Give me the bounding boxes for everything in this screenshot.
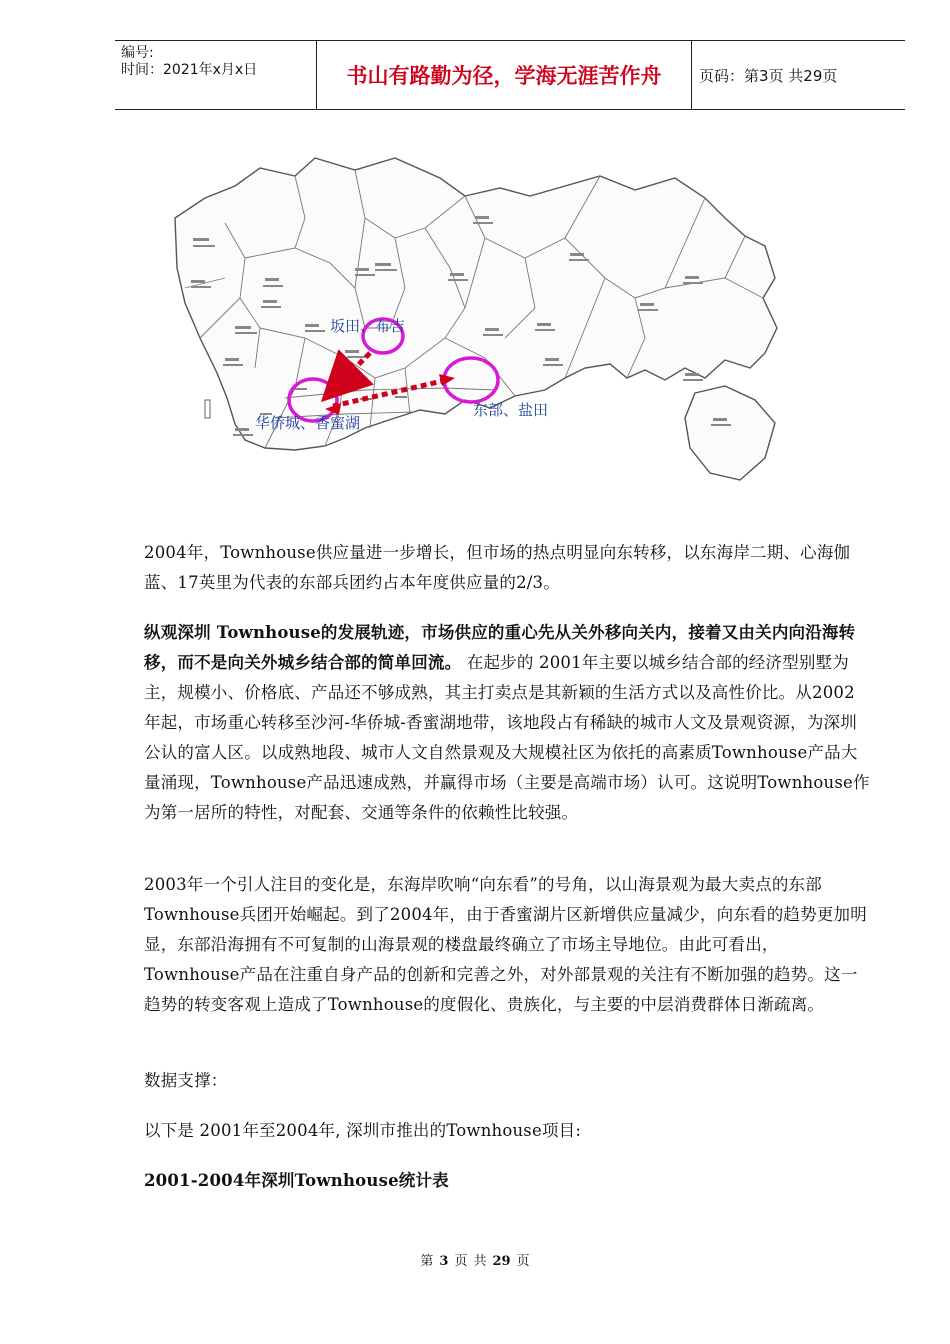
paragraph-development-trajectory bbox=[144, 618, 870, 828]
shenzhen-district-map bbox=[165, 128, 805, 520]
map-small-island bbox=[205, 400, 210, 418]
footer-total-pages: 29 bbox=[492, 1254, 511, 1269]
footer-ye: 页 bbox=[454, 1254, 468, 1269]
time-label: 时间：2021年x月x日 bbox=[121, 62, 258, 78]
map-label-huaqiaocheng: 华侨城、香蜜湖 bbox=[255, 414, 361, 432]
paragraph-data-support: 数据支撑： bbox=[144, 1071, 228, 1090]
footer-gong: 共 bbox=[473, 1254, 487, 1269]
footer-ye2: 页 bbox=[516, 1254, 530, 1269]
footer-page-number: 3 bbox=[439, 1254, 449, 1269]
paragraph-2003-change: 2003年一个引人注目的变化是，东海岸吹响“向东看”的号角，以山海景观为最大卖点的东部Townhouse兵团开始崛起。到了2004年，由于香蜜湖片区新增供应量减少，向东看的趋势更加明显，东部沿海拥有不可复制的山海景观的楼盘最终确立了市场主导地位。由此可看出，Townhouse产品在注重自身产品的创新和完善之外，对外部景观的关注有不断加强的趋势。这一趋势的转变客观上造成了Townhouse的度假化、贵族化，与主要的中层消费群体日渐疏离。 bbox=[144, 875, 867, 1014]
map-label-east: 东部、盐田 bbox=[473, 401, 549, 419]
page-footer bbox=[0, 1250, 950, 1269]
footer-di: 第 bbox=[420, 1254, 434, 1269]
paragraph-2004-supply: 2004年，Townhouse供应量进一步增长，但市场的热点明显向东转移，以东海岸二期、心海伽蓝、17英里为代表的东部兵团约占本年度供应量的2/3。 bbox=[144, 543, 851, 592]
header-motto: 书山有路勤为径，学海无涯苦作舟 bbox=[316, 41, 692, 109]
paragraph-bold-lead: 纵观深圳 Townhouse的发展轨迹，市场供应的重心先从关外移向关内，接着又由关内向沿海转移，而不是向关外城乡结合部的简单回流。 bbox=[144, 623, 856, 672]
paragraph-body: 在起步的 2001年主要以城乡结合部的经济型别墅为主，规模小、价格底、产品还不够成熟，其主打卖点是其新颖的生活方式以及高性价比。从2002年起，市场重心转移至沙河-华侨城-香蜜湖地带，该地段占有稀缺的城市人文及景观资源，为深圳公认的富人区。以成熟地段、城市人文自然景观及大规模社区为依托的高素质Townhouse产品大量涌现，Townhouse产品迅速成熟，并赢得市场（主要是高端市场）认可。这说明Townhouse作为第一居所的特性，对配套、交通等条件的依赖性比较强。 bbox=[144, 653, 870, 822]
paragraph-project-intro: 以下是 2001年至2004年, 深圳市推出的Townhouse项目: bbox=[144, 1121, 582, 1140]
table-title: 2001-2004年深圳Townhouse统计表 bbox=[144, 1171, 449, 1190]
number-label: 编号: bbox=[121, 45, 154, 61]
map-island bbox=[685, 386, 775, 480]
header-meta bbox=[121, 45, 316, 79]
page-header bbox=[115, 40, 905, 110]
header-page-label: 页码：第3页 共29页 bbox=[699, 66, 838, 85]
map-label-bantian: 坂田、布吉 bbox=[330, 317, 406, 335]
